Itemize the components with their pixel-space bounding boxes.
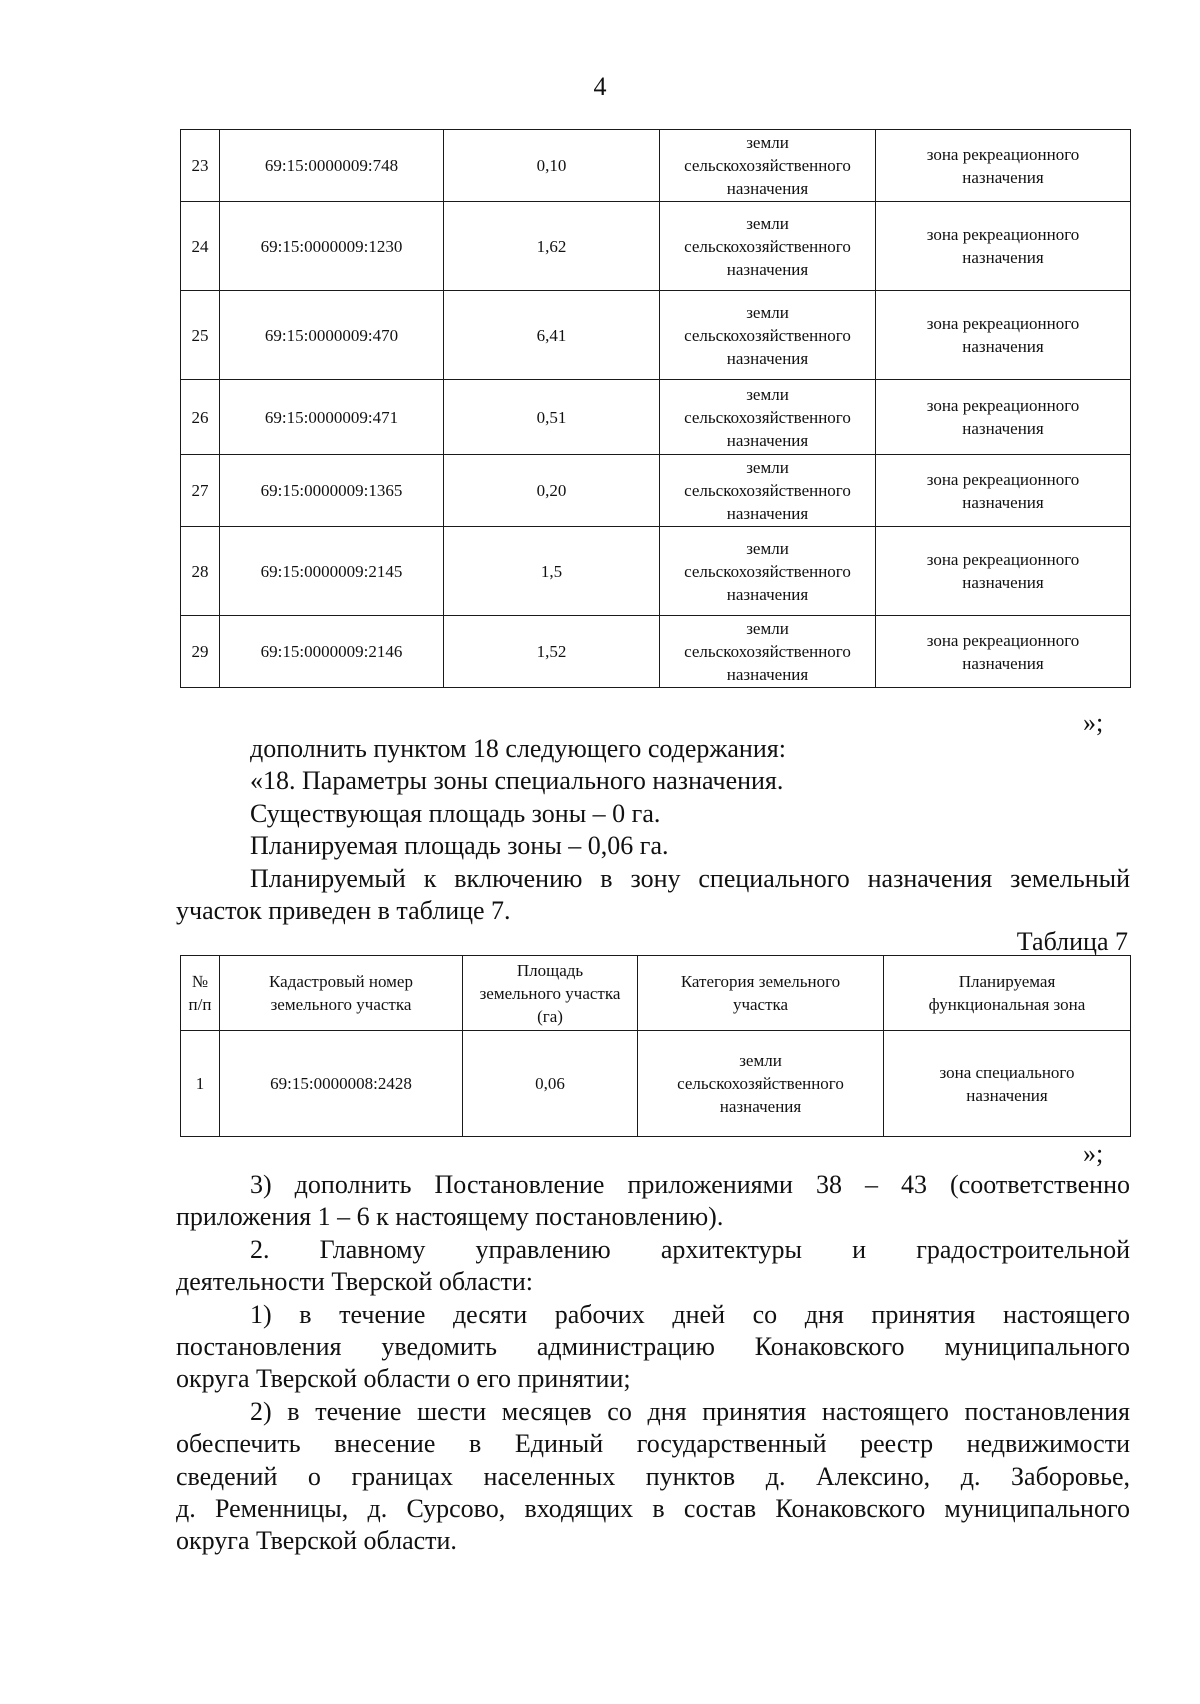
row-number: 26 xyxy=(181,380,220,455)
table-row xyxy=(181,527,1131,616)
row-area: 0,20 xyxy=(444,455,660,527)
row-category xyxy=(660,455,876,527)
table-row xyxy=(181,616,1131,688)
category-line: земли xyxy=(746,384,789,404)
header-cadastral: Кадастровый номер земельного участка xyxy=(220,956,463,1031)
row-number: 25 xyxy=(181,291,220,380)
row-cadastral: 69:15:0000009:2145 xyxy=(220,527,444,616)
table-row xyxy=(181,1031,1131,1137)
row-cadastral: 69:15:0000009:1230 xyxy=(220,202,444,291)
table-row xyxy=(181,291,1131,380)
header-category: Категория земельного участка xyxy=(638,956,884,1031)
category-line: сельскохозяйственного xyxy=(684,642,851,661)
category-line: назначения xyxy=(726,430,809,450)
category-line: земли xyxy=(746,458,789,477)
subitem-2-line-1: 2) в течение шести месяцев со дня принятия настоящего постановления xyxy=(250,1396,1130,1426)
row-area: 1,5 xyxy=(444,527,660,616)
land-plots-table-7 xyxy=(180,955,1131,1137)
row-number: 1 xyxy=(181,1031,220,1137)
zone-line: зона рекреационного xyxy=(926,144,1080,164)
category-line: назначения xyxy=(726,348,809,368)
zone-line: зона рекреационного xyxy=(926,550,1080,569)
row-zone xyxy=(876,527,1131,616)
row-category xyxy=(660,130,876,202)
category-line: земли xyxy=(746,538,789,558)
row-area: 0,51 xyxy=(444,380,660,455)
row-category xyxy=(660,380,876,455)
header-area: Площадь земельного участка (га) xyxy=(463,956,638,1031)
row-category xyxy=(660,202,876,291)
subitem-2-line-3: сведений о границах населенных пунктов д. Алексино, д. Заборовье, xyxy=(176,1461,1130,1491)
item-3-line-1: 3) дополнить Постановление приложениями 38 – 43 (соответственно xyxy=(250,1170,1130,1199)
row-zone xyxy=(876,202,1131,291)
category-line: назначения xyxy=(726,179,809,198)
category-line: земли xyxy=(746,133,789,152)
quote-close-2: »; xyxy=(1083,1139,1104,1168)
item-2-line-2: деятельности Тверской области: xyxy=(176,1267,533,1297)
row-number: 27 xyxy=(181,455,220,527)
zone-line: зона рекреационного xyxy=(926,225,1080,244)
row-category xyxy=(660,527,876,616)
row-area: 6,41 xyxy=(444,291,660,380)
zone-line: назначения xyxy=(962,167,1044,187)
zone-line: назначения xyxy=(962,492,1044,512)
row-number: 28 xyxy=(181,527,220,616)
category-line: сельскохозяйственного xyxy=(684,156,851,175)
row-cadastral: 69:15:0000009:470 xyxy=(220,291,444,380)
row-category xyxy=(660,616,876,688)
subitem-1-line-2: постановления уведомить администрацию Конаковского муниципального xyxy=(176,1332,1130,1362)
subitem-2-line-2: обеспечить внесение в Единый государственный реестр недвижимости xyxy=(176,1429,1130,1459)
category-line: назначения xyxy=(726,584,809,604)
category-line: земли xyxy=(746,619,789,638)
table-7-header-row xyxy=(181,956,1131,1031)
category-line: земли xyxy=(746,213,789,233)
row-category xyxy=(660,291,876,380)
row-cadastral: 69:15:0000008:2428 xyxy=(220,1031,463,1137)
subitem-2-line-5: округа Тверской области. xyxy=(176,1526,457,1556)
zone-line: назначения xyxy=(962,419,1044,438)
planned-plot-line-2: участок приведен в таблице 7. xyxy=(176,896,511,926)
item-3-line-2: приложения 1 – 6 к настоящему постановлению). xyxy=(176,1202,724,1232)
row-zone xyxy=(876,291,1131,380)
row-area: 1,52 xyxy=(444,616,660,688)
row-number: 29 xyxy=(181,616,220,688)
row-number: 24 xyxy=(181,202,220,291)
row-cadastral: 69:15:0000009:2146 xyxy=(220,616,444,688)
header-zone: Планируемая функциональная зона xyxy=(884,956,1131,1031)
row-area: 0,06 xyxy=(463,1031,638,1137)
zone-line: зона рекреационного xyxy=(926,314,1080,333)
planned-plot-line-1: Планируемый к включению в зону специального назначения земельный xyxy=(250,863,1130,893)
row-area: 1,62 xyxy=(444,202,660,291)
item-2-line-1: 2. Главному управлению архитектуры и градостроительной xyxy=(250,1234,1130,1264)
category-line: сельскохозяйственного xyxy=(684,561,851,581)
row-number: 23 xyxy=(181,130,220,202)
row-category: земли сельскохозяйственного назначения xyxy=(638,1031,884,1137)
subitem-2-line-4: д. Ременницы, д. Сурсово, входящих в состав Конаковского муниципального xyxy=(176,1494,1130,1524)
category-line: назначения xyxy=(726,504,809,523)
category-line: земли xyxy=(746,302,789,322)
zone-line: зона рекреационного xyxy=(926,396,1080,415)
subitem-1-line-1: 1) в течение десяти рабочих дней со дня принятия настоящего xyxy=(250,1299,1130,1329)
land-plots-table-6 xyxy=(180,129,1131,688)
zone-line: назначения xyxy=(962,573,1044,592)
header-number: № п/п xyxy=(181,956,220,1031)
subitem-1-line-3: округа Тверской области о его принятии; xyxy=(176,1364,631,1394)
zone-line: назначения xyxy=(962,248,1044,267)
item-18-heading: «18. Параметры зоны специального назначения. xyxy=(250,766,784,796)
row-cadastral: 69:15:0000009:748 xyxy=(220,130,444,202)
table-row xyxy=(181,202,1131,291)
row-zone xyxy=(876,380,1131,455)
planned-area-line: Планируемая площадь зоны – 0,06 га. xyxy=(250,831,669,861)
table-row xyxy=(181,130,1131,202)
row-zone xyxy=(876,616,1131,688)
zone-line: зона рекреационного xyxy=(926,630,1080,650)
zone-line: назначения xyxy=(962,337,1044,356)
table-7-caption: Таблица 7 xyxy=(1016,927,1128,956)
quote-close: »; xyxy=(1083,708,1104,737)
table-row xyxy=(181,455,1131,527)
category-line: сельскохозяйственного xyxy=(684,481,851,500)
resolution-items xyxy=(176,1169,1130,1558)
row-cadastral: 69:15:0000009:471 xyxy=(220,380,444,455)
zone-line: назначения xyxy=(962,653,1044,673)
category-line: назначения xyxy=(726,665,809,684)
row-zone: зона специального назначения xyxy=(884,1031,1131,1137)
table-row xyxy=(181,380,1131,455)
row-cadastral: 69:15:0000009:1365 xyxy=(220,455,444,527)
category-line: назначения xyxy=(726,259,809,279)
category-line: сельскохозяйственного xyxy=(684,325,851,345)
page-number: 4 xyxy=(593,72,607,101)
zone-line: зона рекреационного xyxy=(926,469,1080,489)
category-line: сельскохозяйственного xyxy=(684,407,851,427)
amendment-intro: дополнить пунктом 18 следующего содержания: xyxy=(250,734,786,763)
existing-area-line: Существующая площадь зоны – 0 га. xyxy=(250,798,661,828)
row-zone xyxy=(876,130,1131,202)
amendment-text xyxy=(176,733,1130,927)
category-line: сельскохозяйственного xyxy=(684,236,851,256)
row-zone xyxy=(876,455,1131,527)
row-area: 0,10 xyxy=(444,130,660,202)
